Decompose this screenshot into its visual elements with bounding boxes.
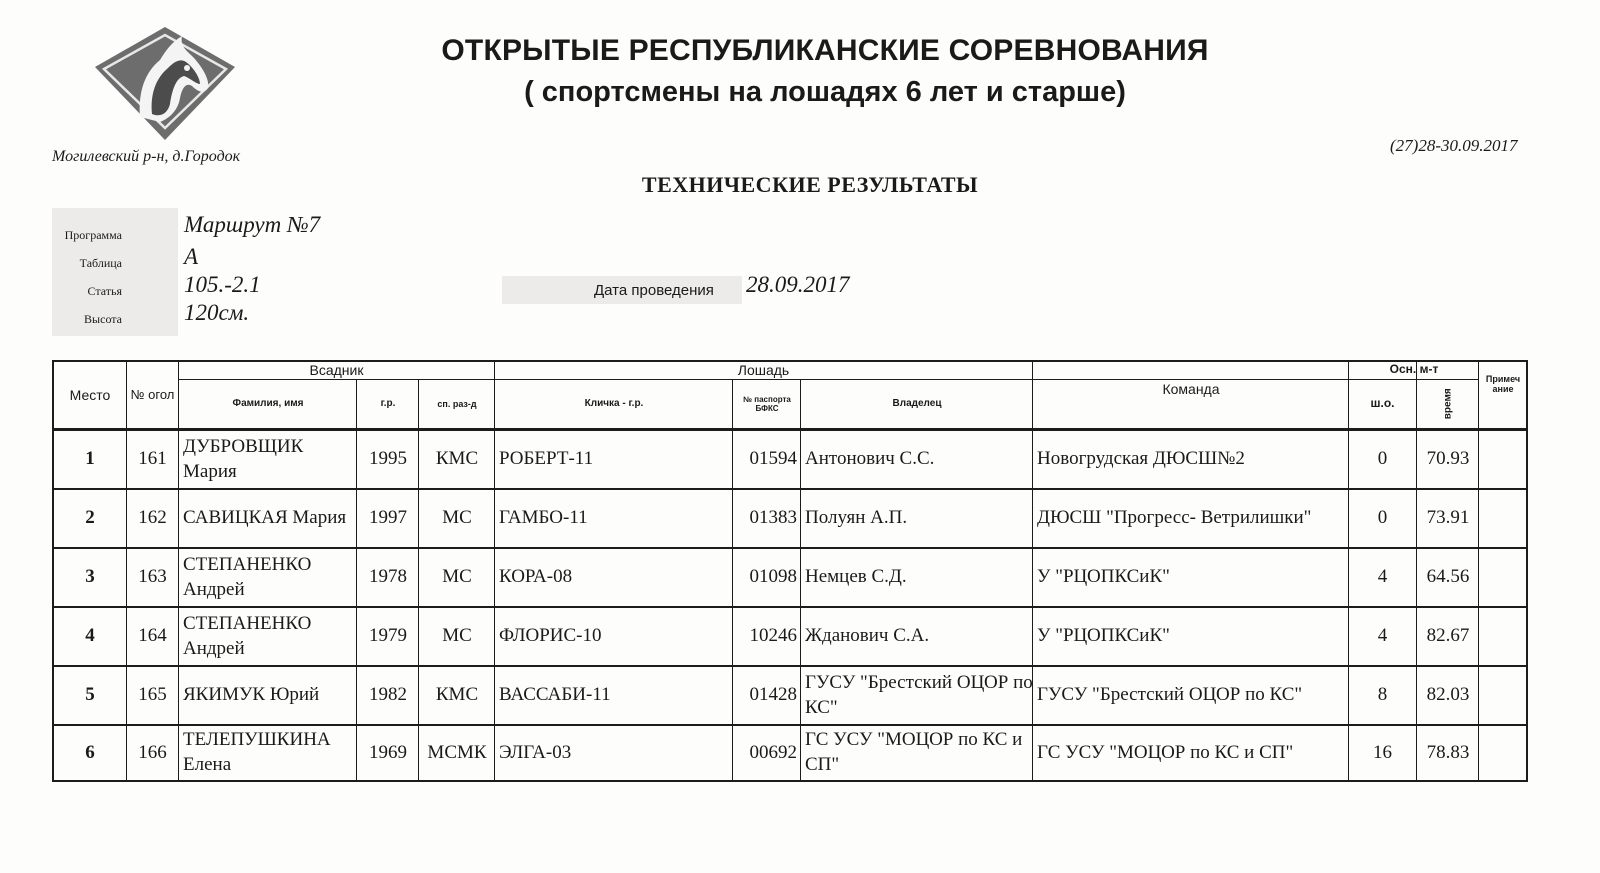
cell-rider-rank: КМС (435, 684, 479, 706)
cell-team: ГУСУ "Брестский ОЦОР по КС" (1037, 684, 1303, 706)
cell-time: 82.67 (1426, 625, 1470, 647)
cell-faults: 4 (1377, 625, 1388, 647)
cell-note (1479, 667, 1527, 724)
cell-faults: 16 (1373, 741, 1392, 763)
cell-passport: 01098 (749, 566, 797, 588)
cell-time: 70.93 (1426, 448, 1470, 470)
cell-rider-year: 1978 (369, 566, 407, 588)
cell-horse: ВАССАБИ-11 (499, 684, 611, 706)
cell-rider: СТЕПАНЕНКО Андрей (183, 553, 312, 600)
column-group-horse: Лошадь (737, 361, 790, 378)
cell-rider: ДУБРОВЩИК Мария (183, 435, 304, 482)
cell-rider: САВИЦКАЯ Мария (183, 507, 347, 529)
cell-owner: Немцев С.Д. (805, 566, 907, 588)
cell-horse: ФЛОРИС-10 (499, 625, 602, 647)
column-group-rider: Всадник (309, 361, 364, 378)
cell-owner: ГУСУ "Брестский ОЦОР по КС" (805, 671, 1033, 718)
cell-note (1479, 490, 1527, 547)
event-date-value: 28.09.2017 (746, 272, 850, 297)
cell-bib: 166 (138, 741, 167, 763)
cell-rider-year: 1979 (369, 625, 407, 647)
competition-title: ОТКРЫТЫЕ РЕСПУБЛИКАНСКИЕ СОРЕВНОВАНИЯ (441, 34, 1209, 67)
table-label: Таблица (79, 256, 122, 270)
column-header-rider-rank: сп. раз-д (437, 398, 477, 409)
cell-passport: 01383 (749, 507, 797, 529)
cell-note (1479, 608, 1527, 665)
table-value: А (184, 244, 199, 269)
cell-rider: СТЕПАНЕНКО Андрей (183, 612, 312, 659)
cell-faults: 4 (1377, 566, 1388, 588)
cell-time: 78.83 (1426, 741, 1470, 763)
time-header-text: время (1442, 388, 1454, 420)
cell-passport: 10246 (749, 625, 797, 647)
cell-team: У "РЦОПКСиК" (1037, 566, 1170, 588)
column-header-rider-name: Фамилия, имя (232, 398, 304, 410)
venue-location: Могилевский р-н, д.Городок (52, 148, 241, 165)
cell-rider: ТЕЛЕПУШКИНА Елена (183, 729, 331, 775)
cell-bib: 163 (138, 566, 167, 588)
cell-note (1479, 431, 1527, 488)
competition-subtitle: ( спортсмены на лошадях 6 лет и старше) (524, 76, 1126, 108)
cell-team: ГС УСУ "МОЦОР по КС и СП" (1037, 741, 1294, 763)
cell-rider-rank: МСМК (427, 741, 487, 763)
cell-place: 6 (85, 741, 95, 763)
cell-rider-rank: МС (442, 507, 472, 529)
cell-time: 82.03 (1426, 684, 1470, 706)
column-header-owner: Владелец (892, 398, 942, 410)
cell-team: Новогрудская ДЮСШ№2 (1037, 448, 1245, 470)
cell-note (1479, 549, 1527, 606)
cell-place: 2 (85, 507, 95, 529)
column-header-rider-year: г.р. (380, 398, 396, 410)
column-header-note: Примеч ание (1485, 373, 1521, 394)
cell-place: 4 (85, 625, 95, 647)
cell-owner: Жданович С.А. (805, 625, 930, 647)
cell-owner: Антонович С.С. (805, 448, 935, 470)
cell-owner: ГС УСУ "МОЦОР по КС и СП" (805, 729, 1023, 775)
cell-team: ДЮСШ "Прогресс- Ветрилишки" (1037, 507, 1312, 529)
program-label: Программа (64, 228, 122, 242)
column-header-team: Команда (1162, 380, 1220, 397)
cell-rider-rank: КМС (435, 448, 479, 470)
cell-faults: 8 (1377, 684, 1388, 706)
cell-team: У "РЦОПКСиК" (1037, 625, 1170, 647)
cell-horse: КОРА-08 (499, 566, 573, 588)
cell-place: 1 (85, 448, 95, 470)
cell-rider: ЯКИМУК Юрий (183, 684, 320, 706)
document-title: ТЕХНИЧЕСКИЕ РЕЗУЛЬТАТЫ (641, 172, 979, 197)
cell-horse: РОБЕРТ-11 (499, 448, 594, 470)
cell-time: 73.91 (1426, 507, 1470, 529)
competition-dates: (27)28-30.09.2017 (1390, 136, 1518, 155)
cell-owner: Полуян А.П. (805, 507, 908, 529)
cell-rider-rank: МС (442, 566, 472, 588)
article-label: Статья (87, 284, 122, 298)
cell-rider-year: 1982 (369, 684, 407, 706)
column-header-horse-name: Кличка - г.р. (584, 398, 644, 410)
column-header-bib: № огол (130, 386, 175, 402)
column-header-time (1417, 380, 1479, 428)
cell-rider-year: 1997 (369, 507, 407, 529)
column-header-faults: ш.о. (1370, 396, 1395, 411)
cell-note (1479, 726, 1527, 780)
cell-faults: 0 (1377, 507, 1388, 529)
cell-rider-rank: МС (442, 625, 472, 647)
cell-passport: 01428 (749, 684, 797, 706)
height-value: 120см. (184, 300, 250, 325)
cell-faults: 0 (1377, 448, 1388, 470)
cell-horse: ГАМБО-11 (499, 507, 588, 529)
cell-rider-year: 1969 (369, 741, 407, 763)
cell-bib: 164 (138, 625, 167, 647)
cell-horse: ЭЛГА-03 (499, 741, 572, 763)
column-header-place: Место (69, 386, 111, 403)
program-value: Маршрут №7 (184, 212, 321, 237)
event-date-label: Дата проведения (594, 282, 714, 299)
article-value: 105.-2.1 (184, 272, 261, 297)
cell-time: 64.56 (1426, 566, 1470, 588)
cell-bib: 165 (138, 684, 167, 706)
column-group-main-round: Осн. м-т (1389, 362, 1439, 377)
cell-place: 3 (85, 566, 95, 588)
cell-passport: 01594 (749, 448, 797, 470)
cell-passport: 00692 (749, 741, 797, 763)
height-label: Высота (84, 312, 122, 326)
cell-place: 5 (85, 684, 95, 706)
cell-bib: 162 (138, 507, 167, 529)
cell-bib: 161 (138, 448, 167, 470)
column-header-passport: № паспорта БФКС (743, 394, 791, 413)
cell-rider-year: 1995 (369, 448, 407, 470)
